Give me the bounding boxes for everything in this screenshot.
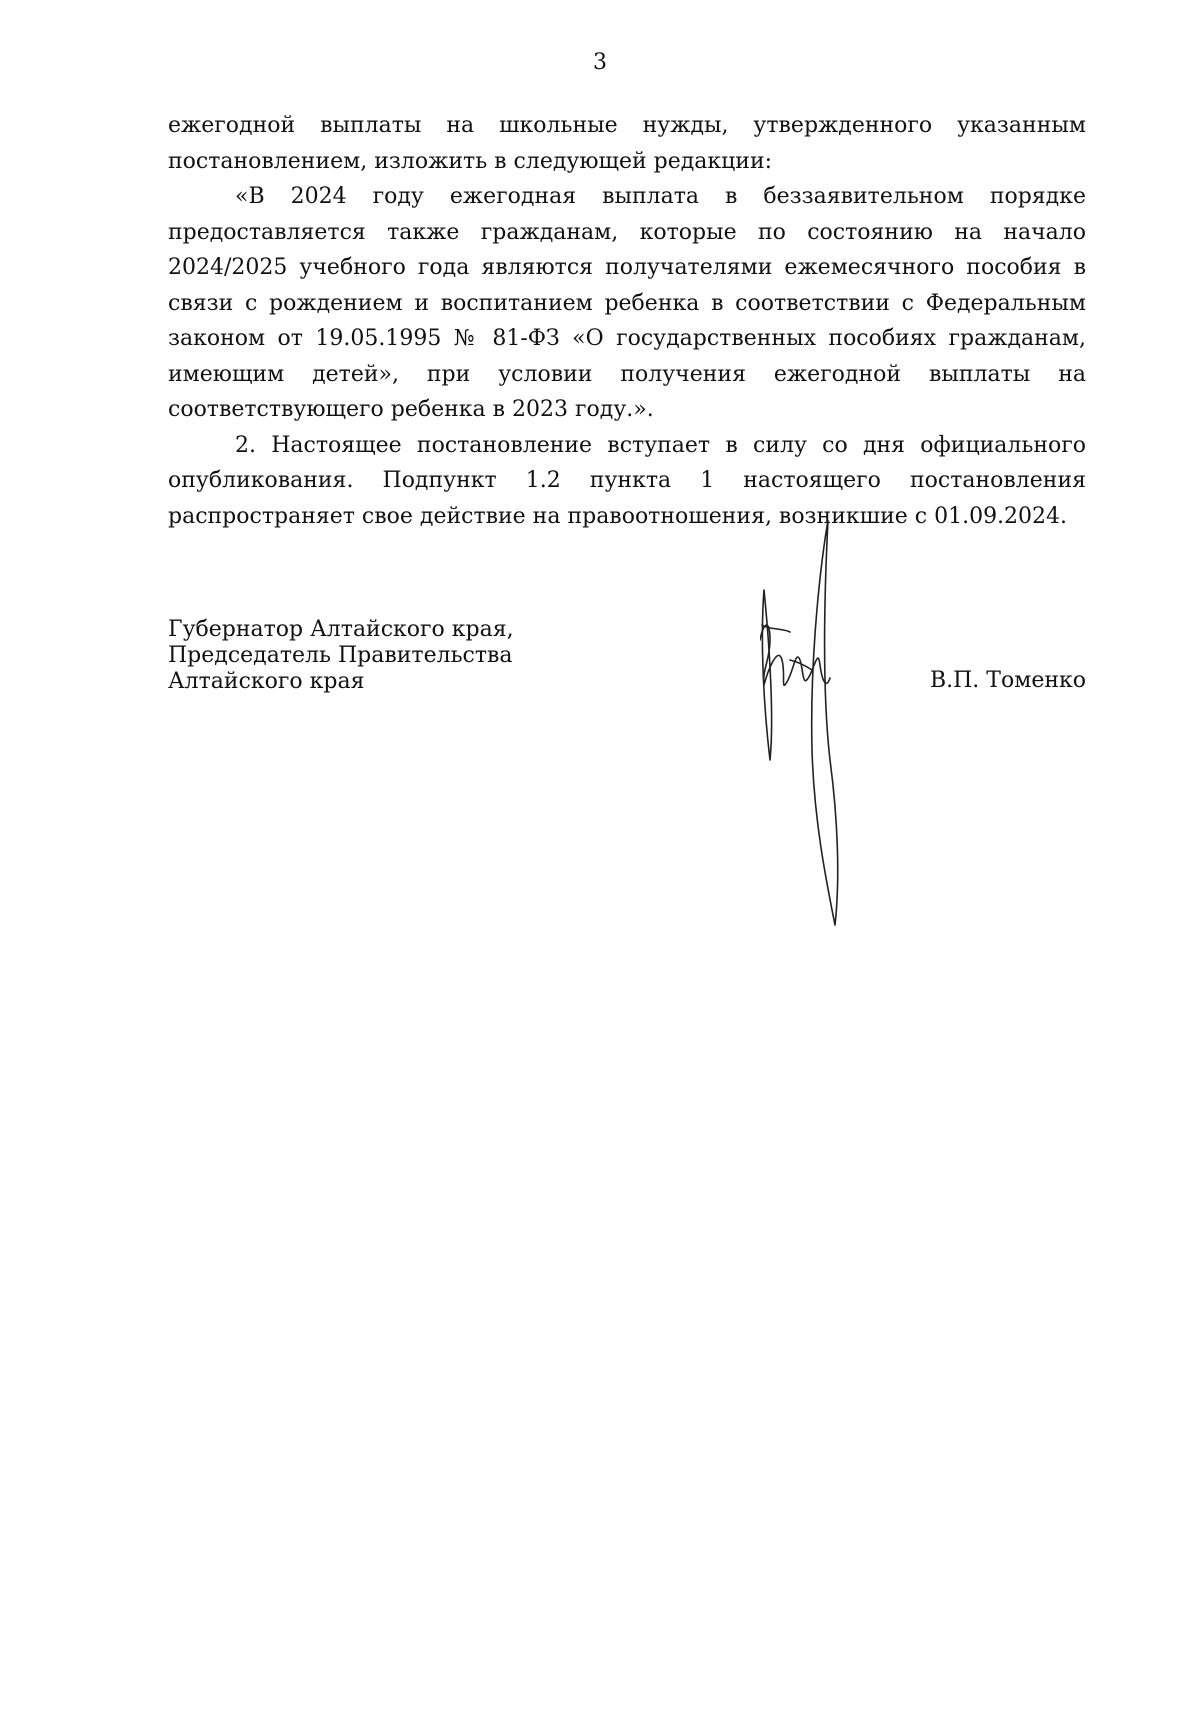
signatory-title: [168, 617, 514, 695]
signatory-title-line: Алтайского края: [168, 669, 365, 694]
document-body: [168, 108, 1086, 534]
page-number: 3: [593, 50, 607, 75]
handwritten-signature-icon: [760, 520, 910, 930]
paragraph-quoted-amendment: «В 2024 году ежегодная выплата в беззаявительном порядке предоставляется также гражданам, которые по состоянию на начало 2024/2025 учебного года являются получателями ежемесячного пособия в связи с рождением и воспитанием ребенка в соответствии с Федеральным законом от 19.05.1995 № 81-ФЗ «О государственных пособиях гражданам, имеющим детей», при условии получения ежегодной выплаты на соответствующего ребенка в 2023 году.».: [168, 184, 1086, 422]
signatory-title-line: Губернатор Алтайского края,: [168, 617, 514, 642]
paragraph-continuation: ежегодной выплаты на школьные нужды, утвержденного указанным постановлением, изложить в следующей редакции:: [168, 113, 1086, 174]
paragraph-effective-date: 2. Настоящее постановление вступает в силу со дня официального опубликования. Подпункт 1.2 пункта 1 настоящего постановления распространяет свое действие на правоотношения, возникшие с 01.09.2024.: [168, 432, 1086, 529]
signatory-title-line: Председатель Правительства: [168, 643, 513, 668]
signatory-name: В.П. Томенко: [929, 668, 1086, 693]
